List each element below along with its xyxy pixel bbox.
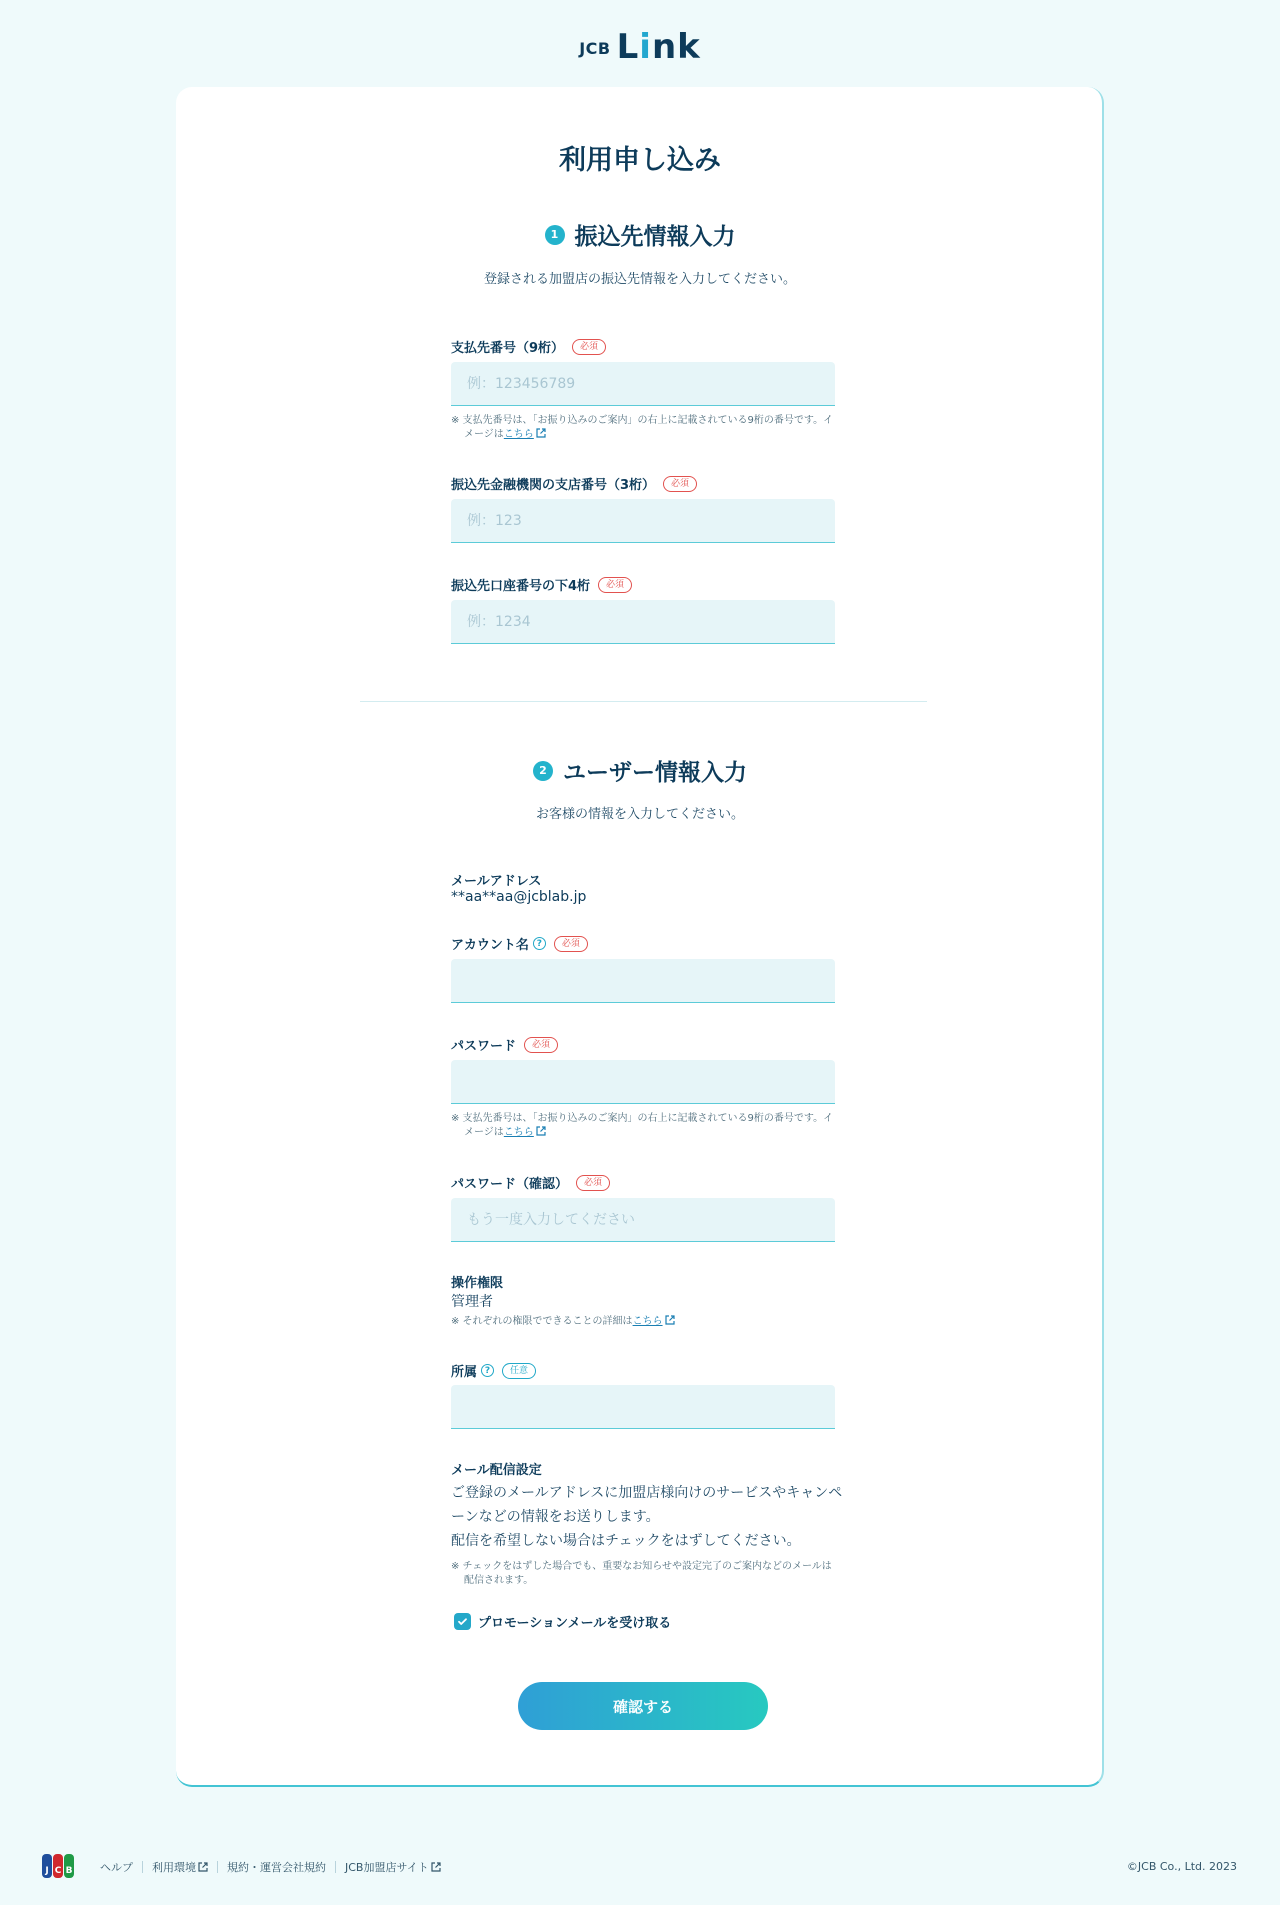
required-badge: 必須 (663, 476, 697, 492)
email-value: **aa**aa@jcblab.jp (451, 889, 587, 905)
confirm-button[interactable]: 確認する (518, 1682, 768, 1730)
payee-number-label: 支払先番号（9桁） 必須 (451, 337, 606, 356)
copyright: ©JCB Co., Ltd. 2023 (1126, 1860, 1237, 1873)
section-divider (360, 701, 927, 702)
help-icon[interactable]: ? (533, 937, 546, 950)
check-icon (457, 1616, 468, 1627)
required-badge: 必須 (554, 936, 588, 952)
permission-value: 管理者 (451, 1294, 493, 1310)
promotion-mail-option[interactable] (454, 1612, 671, 1631)
footer-links (100, 1859, 441, 1875)
footer-link-environment[interactable]: 利用環境 (152, 1859, 208, 1875)
optional-badge: 任意 (502, 1363, 536, 1379)
section-heading-user (0, 754, 1280, 787)
password-image-link[interactable]: こちら (503, 1127, 534, 1138)
external-link-icon (198, 1862, 208, 1872)
payee-number-note: ※ 支払先番号は、「お振り込みのご案内」の右上に記載されている9桁の番号です。イメージはこちら (451, 415, 834, 440)
required-badge: 必須 (598, 577, 632, 593)
mail-settings-label: メール配信設定 (451, 1463, 542, 1478)
payee-number-input[interactable] (451, 362, 835, 406)
section-title-user: ユーザー情報入力 (563, 760, 747, 786)
affiliation-input[interactable] (451, 1385, 835, 1429)
required-badge: 必須 (576, 1175, 610, 1191)
required-badge: 必須 (524, 1037, 558, 1053)
branch-number-input[interactable] (451, 499, 835, 543)
external-link-icon (665, 1315, 675, 1325)
footer-link-merchant-site[interactable]: JCB加盟店サイト (345, 1859, 441, 1875)
logo-name: Link (616, 27, 701, 67)
account-name-label: アカウント名 ? 必須 (451, 934, 588, 953)
external-link-icon (536, 1126, 546, 1136)
password-confirm-label: パスワード（確認） 必須 (451, 1173, 610, 1192)
external-link-icon (536, 428, 546, 438)
section-title-transfer: 振込先情報入力 (574, 224, 736, 250)
step-badge-2: 2 (533, 761, 553, 781)
jcb-link-logo (0, 24, 1280, 67)
permission-details-link[interactable]: こちら (632, 1316, 663, 1327)
mail-settings-note: ※ チェックをはずした場合でも、重要なお知らせや設定完了のご案内などのメールは配信されます。 (451, 1561, 832, 1586)
permission-label: 操作権限 (451, 1276, 504, 1291)
external-link-icon (431, 1862, 441, 1872)
jcb-brand-logo: J C B (42, 1854, 74, 1878)
promotion-mail-label: プロモーションメールを受け取る (478, 1616, 672, 1631)
branch-number-label: 振込先金融機関の支店番号（3桁） 必須 (451, 474, 697, 493)
help-icon[interactable]: ? (481, 1364, 494, 1377)
required-badge: 必須 (572, 339, 606, 355)
promotion-mail-checkbox[interactable] (454, 1613, 471, 1630)
password-note: ※ 支払先番号は、「お振り込みのご案内」の右上に記載されている9桁の番号です。イメージはこちら (451, 1113, 834, 1138)
step-badge-1: 1 (545, 225, 565, 245)
section-description-transfer: 登録される加盟店の振込先情報を入力してください。 (483, 272, 796, 287)
password-confirm-input[interactable] (451, 1198, 835, 1242)
password-label: パスワード 必須 (451, 1035, 558, 1054)
footer (0, 1852, 1280, 1882)
section-heading-transfer (0, 218, 1280, 251)
mail-settings-description: ご登録のメールアドレスに加盟店様向けのサービスやキャンペーンなどの情報をお送りします。 配信を希望しない場合はチェックをはずしてください。 (451, 1485, 843, 1549)
password-input[interactable] (451, 1060, 835, 1104)
logo-prefix: JCB (579, 39, 611, 58)
footer-link-terms[interactable]: 規約・運営会社規約 (227, 1861, 326, 1874)
account-last4-label: 振込先口座番号の下4桁 必須 (451, 575, 632, 594)
email-label: メールアドレス (451, 874, 542, 889)
permission-note: ※ それぞれの権限でできることの詳細はこちら (451, 1315, 841, 1329)
account-last4-input[interactable] (451, 600, 835, 644)
page-title: 利用申し込み (559, 145, 721, 176)
payee-image-link[interactable]: こちら (503, 429, 534, 440)
section-description-user: お客様の情報を入力してください。 (535, 807, 744, 822)
account-name-input[interactable] (451, 959, 835, 1003)
footer-link-help[interactable]: ヘルプ (100, 1861, 133, 1874)
affiliation-label: 所属 ? 任意 (451, 1361, 536, 1380)
